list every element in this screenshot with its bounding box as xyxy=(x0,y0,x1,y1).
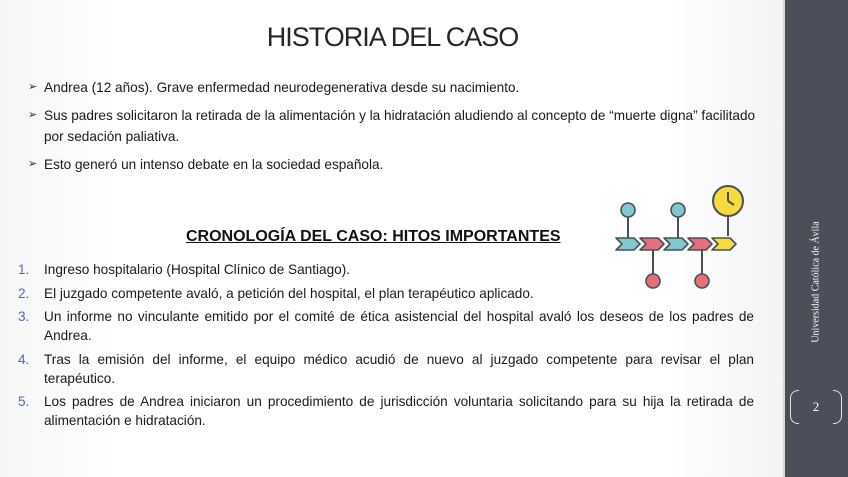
bullet-item: ➢ Andrea (12 años). Grave enfermedad neurodegenerativa desde su nacimiento. xyxy=(28,77,758,98)
timeline-step: 5. Los padres de Andrea iniciaron un procedimiento de jurisdicción voluntaria solicitando para su hija la retirada de alimentación e hidratación. xyxy=(18,394,754,428)
timeline-step: 2. El juzgado competente avaló, a petición del hospital, el plan terapéutico aplicado. xyxy=(18,285,534,301)
arrow-bullet-icon: ➢ xyxy=(28,81,38,93)
timeline-step: 3. Un informe no vinculante emitido por el comité de ética asistencial del hospital avaló los deseos de los padres de Andrea. xyxy=(18,309,754,343)
university-name: Universidad Católica de Ávila xyxy=(810,221,822,343)
bullet-list xyxy=(28,77,758,182)
bullet-item: ➢ Esto generó un intenso debate en la sociedad española. xyxy=(28,154,758,175)
arrow-bullet-icon: ➢ xyxy=(28,109,38,121)
clock-icon xyxy=(713,186,743,216)
timeline-step: 4. Tras la emisión del informe, el equipo médico acudió de nuevo al juzgado competente para revisar el plan terapéutico. xyxy=(18,351,754,386)
timeline-subtitle: CRONOLOGÍA DEL CASO: HITOS IMPORTANTES xyxy=(186,228,561,245)
timeline-step: 1. Ingreso hospitalario (Hospital Clínico de Santiago). xyxy=(18,262,351,277)
slide-title: HISTORIA DEL CASO xyxy=(266,22,519,52)
arrow-bullet-icon: ➢ xyxy=(28,158,38,170)
page-number: 2 xyxy=(790,390,842,424)
bullet-item: ➢ Sus padres solicitaron la retirada de la alimentación y la hidratación aludiendo al concepto de “muerte digna” facilitado por sedación paliativa. xyxy=(28,105,758,147)
bracket-right-icon xyxy=(833,390,842,424)
timeline-steps xyxy=(18,260,754,435)
bracket-left-icon xyxy=(790,390,799,424)
